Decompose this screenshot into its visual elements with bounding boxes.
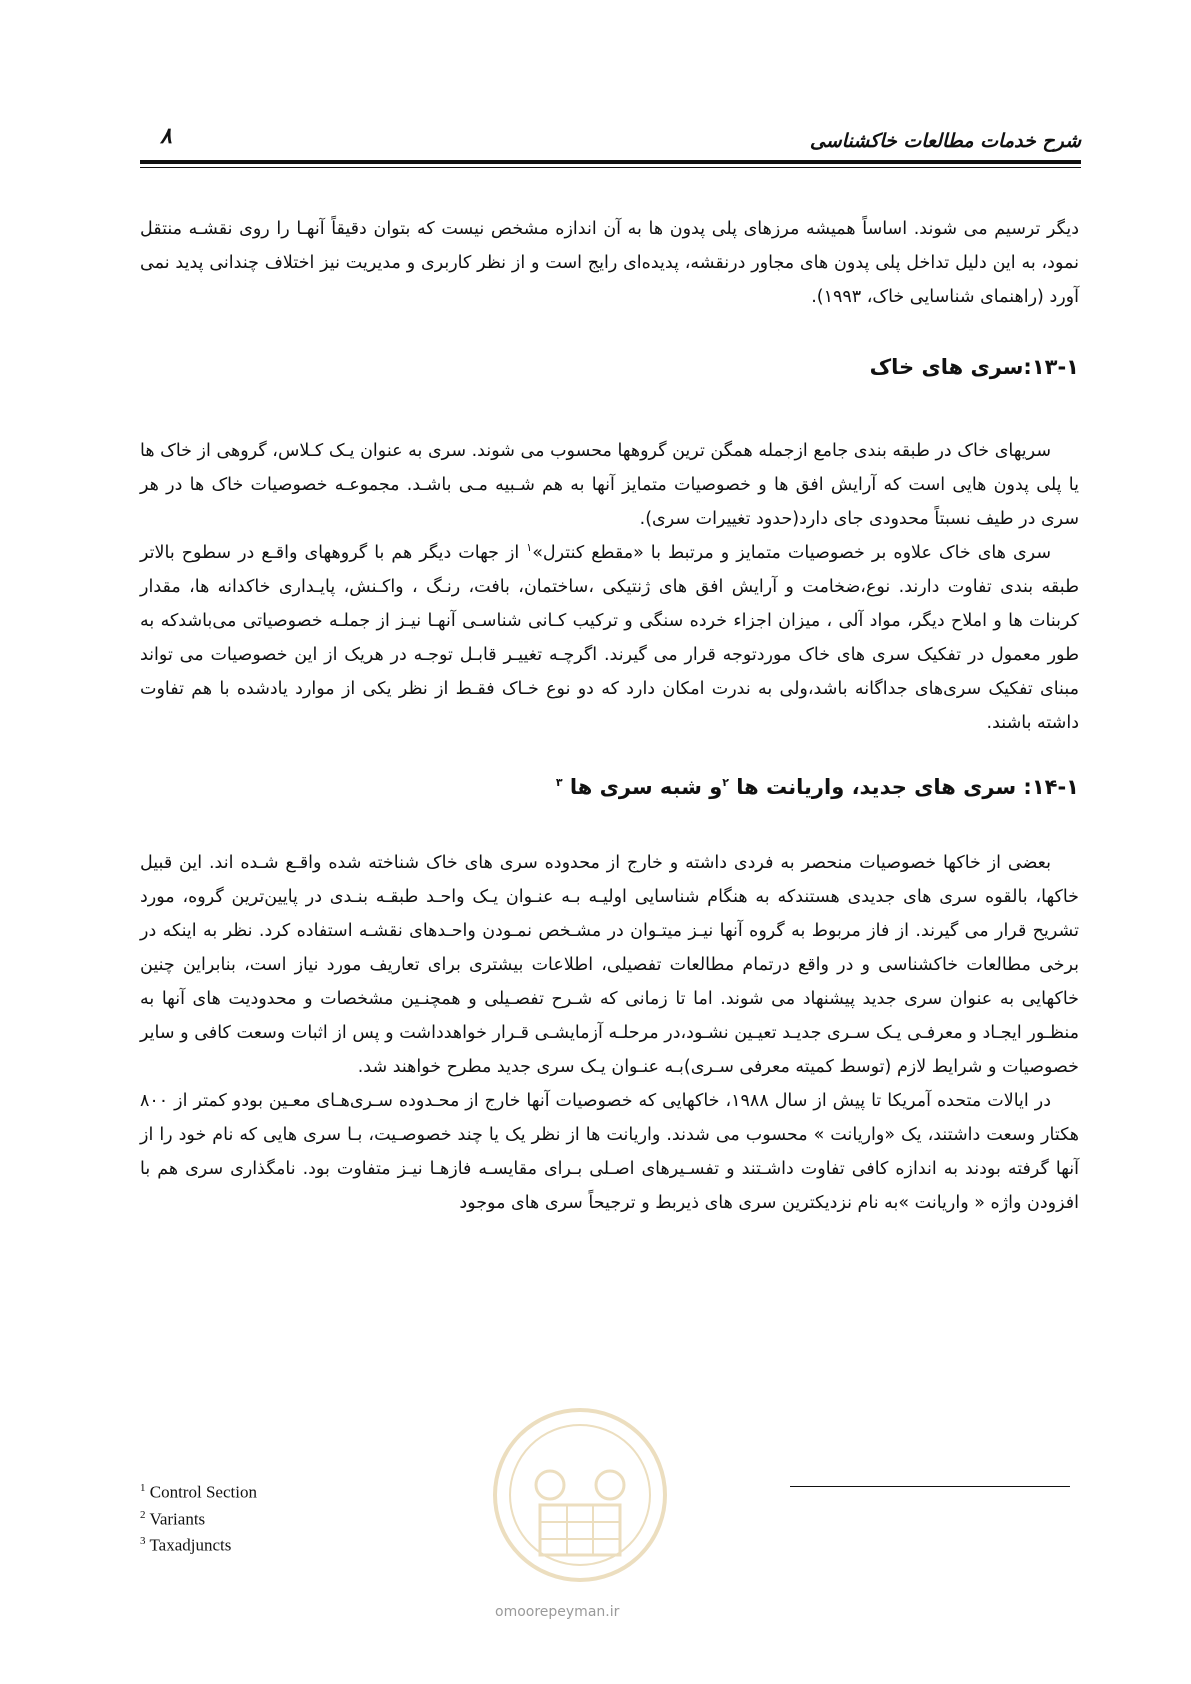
section-heading-14-a: ۱۴-۱: سری های جدید، واریانت ها bbox=[728, 775, 1079, 799]
section-heading-14-b: و شبه سری ها bbox=[562, 775, 723, 799]
section-heading-13: ۱۳-۱:سری های خاک bbox=[869, 355, 1079, 379]
footnote-2: $^2$ Variants bbox=[140, 1508, 206, 1529]
footnote-ref-2: ۲ bbox=[722, 776, 729, 789]
page-number: ۸ bbox=[160, 124, 172, 149]
paragraph-3 bbox=[140, 536, 1079, 740]
paragraph-3-a: سری های خاک علاوه بر خصوصیات متمایز و مرتبط با «مقطع کنترل» bbox=[532, 543, 1052, 563]
paragraph-4: بعضی از خاکها خصوصیات منحصر به فردی داشته و خارج از محدوده سری های خاک شناخته شده واقـع شـده اند. این قبیل خاکها، بالقوه سری های جدیدی هستندکه به هنگام شناسایی اولیـه بـه عنـوان یـک واحـد طبقـه بنـدی در پایین‌ترین گروه، مورد تشریح قرار می گیرند. از فاز مربوط به گروه آنها نیـز میتـوان در مشـخص نمـودن واحـدهای نقشـه استفاده کرد. نظر به اینکه در برخی مطالعات خاکشناسی و در واقع درتمام مطالعات تفصیلی، اطلاعات بیشتری برای تعاریف مورد نیاز است، بنابراین چنین خاکهایی به عنوان سری جدید پیشنهاد می شوند. اما تا زمانی که شـرح تفصـیلی و همچنـین مشخصات و محدودیت های آنها به منظـور ایجـاد و معرفـی یـک سـری جدیـد تعیـین نشـود،در مرحلـه آزمایشـی قـرار خواهدداشت و پس از اثبات وسعت کافی و سایر خصوصیات و شرایط لازم (توسط کمیته معرفی سـری)بـه عنـوان یـک سری جدید مطرح خواهند شد. bbox=[140, 853, 1079, 1077]
watermark-logo bbox=[490, 1405, 670, 1585]
header-rule-thick bbox=[140, 160, 1081, 164]
paragraph-3-b: از جهات دیگر هم با گروههای واقـع در سطوح بالاتر طبقه بندی تفاوت دارند. نوع،ضخامت و آرایش افق های ژنتیکی ،ساختمان، بافت، رنـگ ، واکـنش، پایـداری خاکدانه ها، مقدار کربنات ها و املاح دیگر، مواد آلی ، میزان اجزاء خرده سنگی و ترکیب کـانی شناسـی آنهـا نیـز از جملـه خصوصیاتی می‌باشدکه به طور معمول در تفکیک سری های خاک موردتوجه قرار می گیرند. اگرچـه تغییـر قابـل توجـه در هریک از این خصوصیات می تواند مبنای تفکیک سری‌های جداگانه باشد،ولی به ندرت امکان دارد که دو نوع خـاک فقـط از نظر یکی از موارد یادشده با هم تفاوت داشته باشند. bbox=[140, 543, 1079, 733]
body-text bbox=[140, 212, 1079, 1220]
section-heading-14 bbox=[140, 770, 1079, 804]
footnotes bbox=[140, 1477, 257, 1557]
footnote-3: $^3$ Taxadjuncts bbox=[140, 1535, 232, 1555]
footnote-1: $^1$ Control Section bbox=[140, 1482, 257, 1502]
footnote-rule bbox=[790, 1486, 1070, 1487]
header-rule-thin bbox=[140, 167, 1081, 168]
footnote-ref-1: ۱ bbox=[526, 541, 533, 555]
paragraph-5: در ایالات متحده آمریکا تا پیش از سال ۱۹۸۸، خاکهایی که خصوصیات آنها خارج از محـدوده سـری‌هـای معـین بودو کمتر از ۸۰۰ هکتار وسعت داشتند، یک «واریانت » محسوب می شدند. واریانت ها از نظر یک یا چند خصوصـیت، بـا سری هایی که نام خود را از آنها گرفته بودند به اندازه کافی تفاوت داشـتند و تفسـیرهای اصـلی بـرای مقایسـه فازهـا نیـز متفاوت بود. نامگذاری سری هم با افزودن واژه « واریانت »به نام نزدیکترین سری های ذیربط و ترجیحاً سری های موجود bbox=[140, 1091, 1079, 1213]
watermark-site: omoorepeyman.ir bbox=[495, 1604, 620, 1620]
running-title: شرح خدمات مطالعات خاکشناسی bbox=[809, 130, 1081, 152]
footnote-ref-3: ۳ bbox=[555, 776, 563, 789]
paragraph-2: سریهای خاک در طبقه بندی جامع ازجمله همگن ترین گروهها محسوب می شوند. سری به عنوان یـک کـلاس، گروهی از خاک ها یا پلی پدون هایی است که آرایش افق ها و خصوصیات متمایز آنها به هم شـبیه مـی باشـد. مجموعـه خصوصیات خاک ها در هر سری در طیف نسبتاً محدودی جای دارد(حدود تغییرات سری). bbox=[140, 441, 1079, 529]
paragraph-1: دیگر ترسیم می شوند. اساساً همیشه مرزهای پلی پدون ها به آن اندازه مشخص نیست که بتوان دقیقاً آنهـا را روی نقشـه منتقل نمود، به این دلیل تداخل پلی پدون های مجاور درنقشه، پدیده‌ای رایج است و از نظر کاربری و مدیریت نیز اختلاف چندانی پدید نمی آورد (راهنمای شناسایی خاک، ۱۹۹۳). bbox=[140, 219, 1079, 307]
